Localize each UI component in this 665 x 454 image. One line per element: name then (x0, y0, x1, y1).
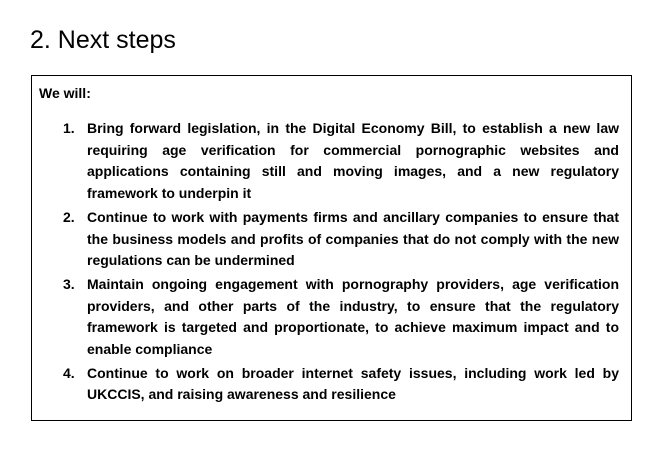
step-number: 2. (63, 208, 75, 225)
step-text: Continue to work with payments firms and ancillary companies to ensure that the business models and profits of companies that do not comply with the new regulations can be undermined (87, 208, 619, 269)
step-item (32, 118, 631, 205)
step-item (32, 207, 631, 272)
step-item (32, 274, 631, 361)
step-number: 3. (63, 275, 75, 292)
step-text: Continue to work on broader internet safety issues, including work led by UKCCIS, and raising awareness and resilience (87, 364, 619, 403)
step-item (32, 363, 631, 406)
steps-list (32, 118, 631, 408)
step-text: Bring forward legislation, in the Digital Economy Bill, to establish a new law requiring age verification for commercial pornographic websites and applications containing still and moving images, and a new regulatory framework to underpin it (87, 120, 619, 202)
next-steps-box (31, 75, 632, 421)
section-heading: 2. Next steps (30, 26, 176, 54)
step-text: Maintain ongoing engagement with pornography providers, age verification providers, and other parts of the industry, to ensure that the regulatory framework is targeted and proportionate, to achieve maximum impact and to enable compliance (87, 275, 619, 358)
step-number: 4. (63, 364, 75, 381)
intro-text: We will: (39, 85, 91, 101)
step-number: 1. (63, 120, 75, 136)
